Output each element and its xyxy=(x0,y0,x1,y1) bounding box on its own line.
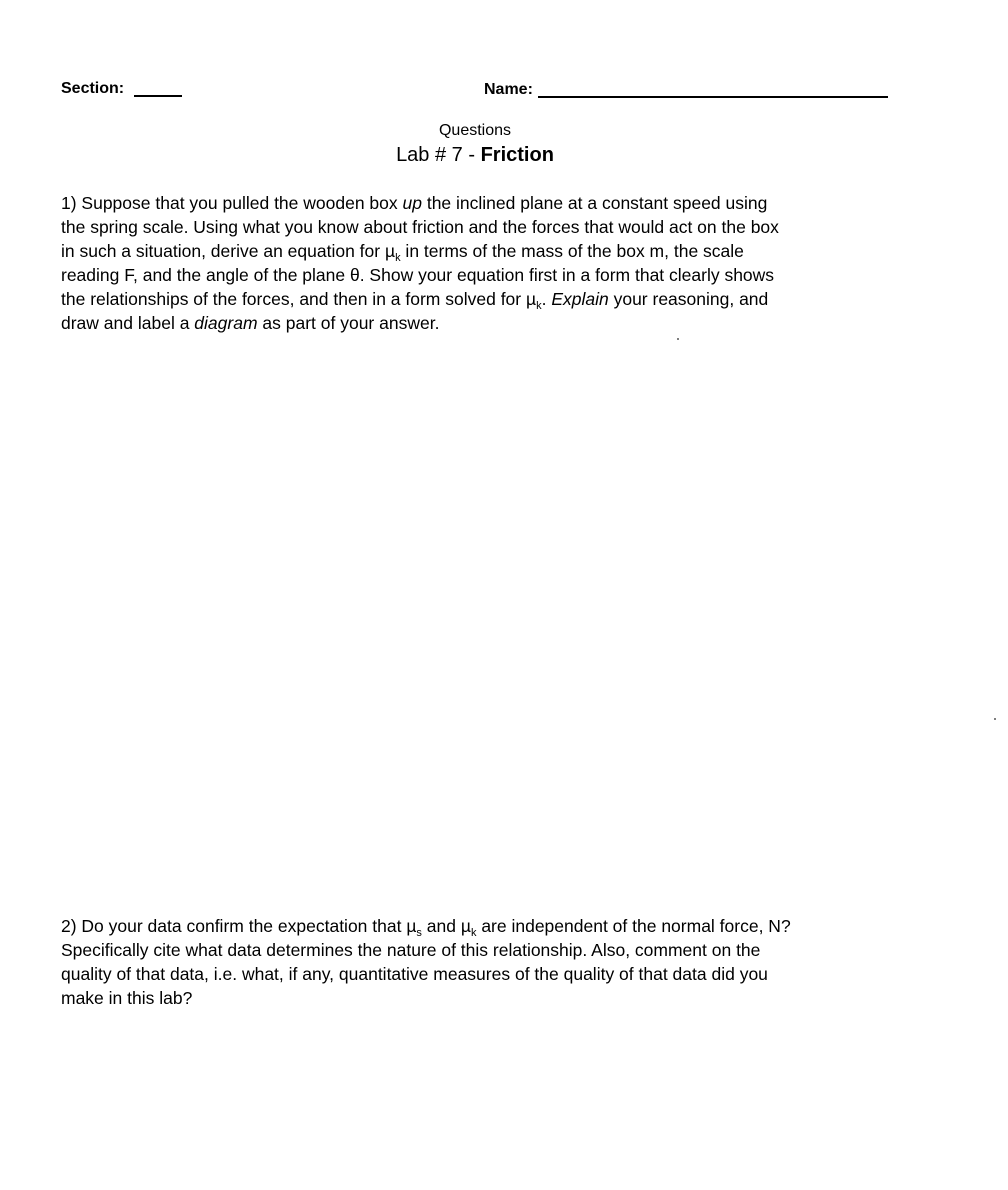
scan-speck xyxy=(994,718,996,720)
scan-speck xyxy=(677,338,679,340)
question-1-line-1: 1) Suppose that you pulled the wooden box up the inclined plane at a constant speed using xyxy=(61,193,768,213)
question-1 xyxy=(61,191,901,335)
lab-title xyxy=(0,144,950,167)
question-1-line-3: in such a situation, derive an equation for µ$_k$ in terms of the mass of the box m, the scale xyxy=(61,241,744,264)
question-1-line-6: draw and label a diagram as part of your answer. xyxy=(61,313,440,333)
name-label: Name: xyxy=(484,81,533,98)
question-1-line-5: the relationships of the forces, and then in a form solved for µ$_k$. Explain your reasoning, and xyxy=(61,289,769,312)
section-blank-line[interactable] xyxy=(134,95,182,97)
question-1-line-4: reading F, and the angle of the plane θ. Show your equation first in a form that clearly shows xyxy=(61,265,775,285)
name-blank-line[interactable] xyxy=(538,96,888,98)
question-2-line-1: 2) Do your data confirm the expectation that µ$_s$ and µ$_k$ are independent of the normal force, N? xyxy=(61,916,791,939)
lab-name: Friction xyxy=(480,144,554,166)
section-label: Section: xyxy=(61,80,125,97)
question-2-line-4: make in this lab? xyxy=(61,988,193,1008)
question-2-line-2: Specifically cite what data determines the nature of this relationship. Also, comment on the xyxy=(61,940,761,960)
lab-number: Lab # 7 - xyxy=(396,144,481,166)
questions-heading: Questions xyxy=(438,122,512,139)
question-1-line-2: the spring scale. Using what you know about friction and the forces that would act on the box xyxy=(61,217,779,237)
question-2 xyxy=(61,914,901,1010)
question-2-line-3: quality of that data, i.e. what, if any, quantitative measures of the quality of that data did you xyxy=(61,964,768,984)
